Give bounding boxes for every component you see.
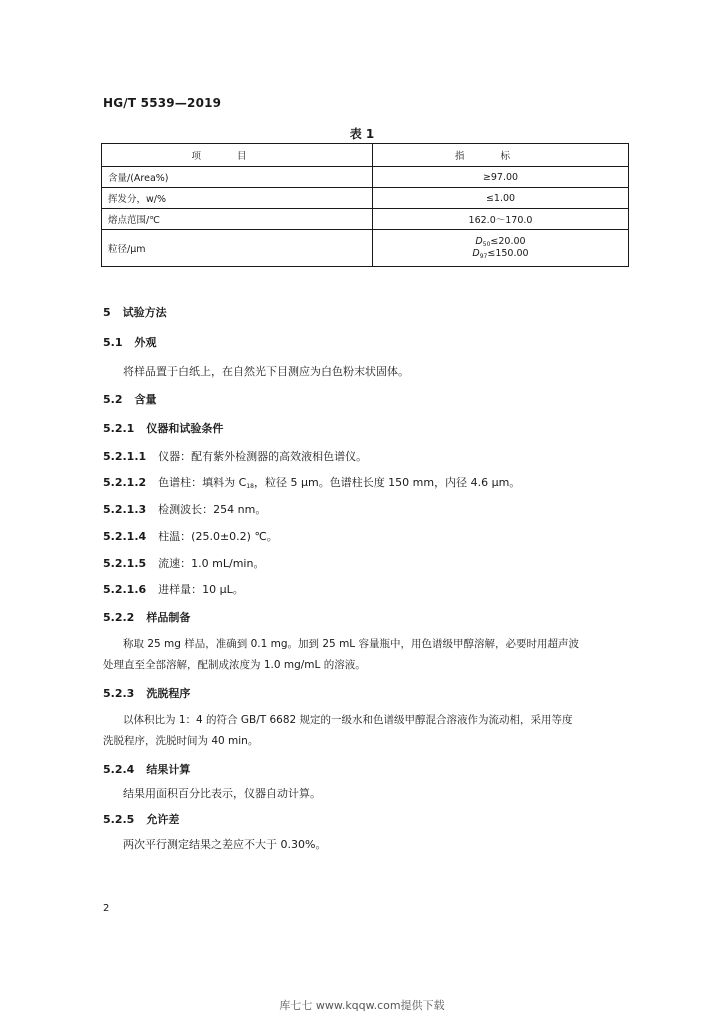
- section-heading-5-2: 5.2 含量: [103, 393, 157, 406]
- d97-spec: $D_{97}\le 150.00$: [472, 248, 529, 260]
- table-cell-value: ≤1.00: [373, 188, 629, 209]
- table-cell-item: 粒径/μm: [102, 230, 373, 267]
- paragraph-5-2-2-line2: 处理直至全部溶解，配制成浓度为 1.0 mg/mL 的溶液。: [103, 659, 366, 671]
- clause-5-2-1-5: 5.2.1.5 流速：1.0 mL/min。: [103, 557, 265, 570]
- paragraph-5-2-4: 结果用面积百分比表示，仪器自动计算。: [123, 787, 321, 800]
- paragraph-5-2-3-line1: 以体积比为 1：4 的符合 GB/T 6682 规定的一级水和色谱级甲醇混合溶液作为流动相，采用等度: [123, 714, 573, 726]
- table-title: 表 1: [349, 127, 375, 141]
- clause-5-2-1-3: 5.2.1.3 检测波长：254 nm。: [103, 503, 267, 516]
- table-cell-item: 熔点范围/℃: [102, 209, 373, 230]
- paragraph-5-1: 将样品置于白纸上，在自然光下目测应为白色粉末状固体。: [123, 365, 409, 378]
- paragraph-5-2-3-line2: 洗脱程序，洗脱时间为 40 min。: [103, 735, 259, 747]
- table-row: [102, 188, 629, 209]
- table-cell-item: 挥发分，w/%: [102, 188, 373, 209]
- download-watermark: 库七七 www.kqqw.com提供下载: [279, 999, 445, 1012]
- section-heading-5: 5 试验方法: [103, 306, 167, 319]
- table-row: [102, 209, 629, 230]
- spec-table: [101, 143, 629, 267]
- section-heading-5-2-5: 5.2.5 允许差: [103, 813, 180, 826]
- section-heading-5-2-1: 5.2.1 仪器和试验条件: [103, 422, 224, 435]
- table-cell-value: ≥97.00: [373, 167, 629, 188]
- table-cell-value: [373, 230, 629, 267]
- paragraph-5-2-2-line1: 称取 25 mg 样品，准确到 0.1 mg。加到 25 mL 容量瓶中，用色谱级甲醇溶解，必要时用超声波: [123, 638, 579, 650]
- clause-5-2-1-1: 5.2.1.1 仪器：配有紫外检测器的高效液相色谱仪。: [103, 450, 368, 463]
- section-heading-5-2-3: 5.2.3 洗脱程序: [103, 687, 191, 700]
- clause-5-2-1-6: 5.2.1.6 进样量：10 μL。: [103, 583, 244, 596]
- section-heading-5-2-4: 5.2.4 结果计算: [103, 763, 191, 776]
- table-row: [102, 230, 629, 267]
- section-heading-5-1: 5.1 外观: [103, 336, 157, 349]
- table-row: [102, 167, 629, 188]
- col-header-value: 指标: [373, 144, 629, 167]
- page-number: 2: [103, 903, 110, 914]
- paragraph-5-2-5: 两次平行测定结果之差应不大于 0.30%。: [123, 838, 327, 851]
- col-header-item: 项目: [102, 144, 373, 167]
- clause-5-2-1-4: 5.2.1.4 柱温：(25.0±0.2) ℃。: [103, 530, 278, 543]
- standard-code: HG/T 5539—2019: [103, 96, 222, 110]
- d50-spec: $D_{50}\le 20.00$: [475, 236, 526, 248]
- table-header-row: [102, 144, 629, 167]
- clause-5-2-1-2: 5.2.1.2 色谱柱：填料为 $C_{18}$，粒径 5 μm。色谱柱长度 150 mm，内径 4.6 μm。: [103, 476, 521, 490]
- section-heading-5-2-2: 5.2.2 样品制备: [103, 611, 191, 624]
- table-cell-item: 含量/(Area%): [102, 167, 373, 188]
- table-cell-value: 162.0～170.0: [373, 209, 629, 230]
